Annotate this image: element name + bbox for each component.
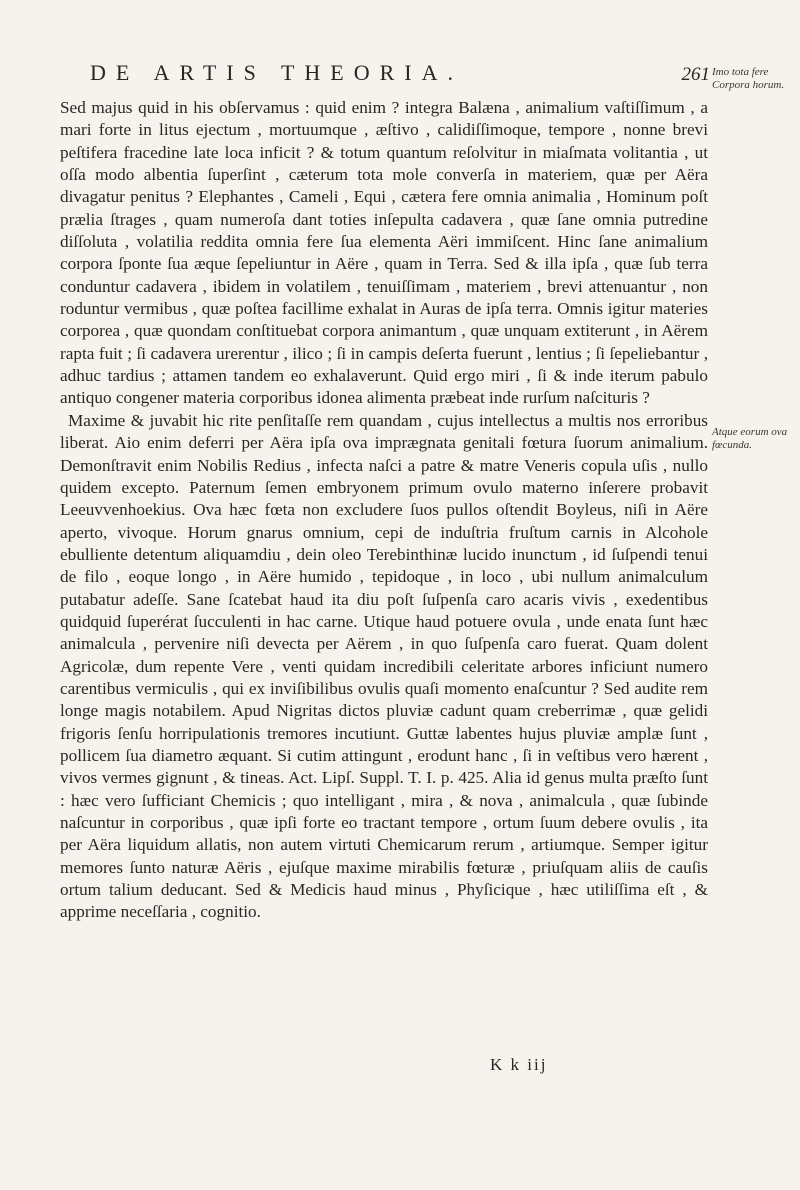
paragraph: Sed majus quid in his obſervamus : quid enim ? integra Balæna , animalium vaſtiſſimum , a mari forte in litus ejectum , mortuumque , æſtivo , calidiſſimoque, tempore , nonne brevi peſtifera fracedine late loca inficit ? & totum quantum reſolvitur in miaſmata volitantia , ut oſſa modo albentia ſuperſint , cæterum tota mole converſa in materiem, quæ per Aëra divagatur penitus ? Elephantes , Cameli , Equi , cætera fere omnia animalia , Hominum poſt prælia ſtrages , quam numeroſa dant toties inſepulta cadavera , quæ ſane omnia putredine diſſoluta , volatilia reddita omnia fere ſua elementa Aëri immiſcent. Hinc ſane animalium corpora ſponte ſua æque ſepeliuntur in Aëre , quam in Terra. Sed & illa ipſa , quæ ſub terra conduntur cadavera , ibidem in volatilem , tenuiſſimam , materiem , brevi attenuantur , non roduntur vermibus , quæ poſtea facillime exhalat in Auras de ipſa terra. Omnis igitur materies corporea , quæ quondam conſtituebat corpora animantum , quæ unquam extiterunt , in Aërem rapta fuit ; ſi cadavera urerentur , ilico ; ſi in campis deſerta fuerunt , lentius ; ſi ſepeliebantur , adhuc tardius ; attamen tandem eo exhalaverunt. Quid ergo miri , ſi & inde iterum pabulo antiquo congener materia corporibus idonea alimenta præbeat inde rurſum naſcituris ? <box>60 98 708 408</box>
body-text <box>60 97 708 924</box>
running-title: DE ARTIS THEORIA. <box>90 60 463 85</box>
page-header <box>90 60 710 90</box>
signature-mark: K k iij <box>490 1055 548 1074</box>
paragraph: Maxime & juvabit hic rite penſitaſſe rem quandam , cujus intellectus a multis nos erroribus liberat. Aio enim deferri per Aëra ipſa ova imprægnata genitali fœtura ſuorum animalium. Demonſtravit enim Nobilis Redius , infecta naſci a patre & matre Veneris copula uſis , nullo quidem excepto. Paternum ſemen embryonem primum ovulo materno inſerere probavit Leeuvvenhoekius. Ova hæc fœta non excludere ſuos pullos oſtendit Boyleus, niſi in Aëre aperto, vivoque. Horum gnarus omnium, cepi de induſtria fruſtum carnis in Alcohole ebulliente detentum aliquamdiu , dein oleo Terebinthinæ lucido inunctum , id ſuſpendi tenui de filo , eoque longo , in Aëre humido , tepidoque , in loco , ubi nullum animalculum putabatur adeſſe. Sane ſcatebat haud ita diu poſt ſuſpenſa caro acaris vivis , exedentibus quidquid ſuperérat ſucculenti in hac carne. Utique haud potuere ovula , unde enata ſunt hæc animalcula , pervenire niſi devecta per Aërem , in quo ſuſpenſa caro fuerat. Quam dolent Agricolæ, dum repente Vere , venti quidam incredibili celeritate arbores inficiunt numero carentibus vermiculis , qui ex inviſibilibus ovulis quaſi momento enaſcuntur ? Sed audite rem longe magis notabilem. Apud Nigritas dictos pluviæ cadunt quam creberrimæ , quæ gelidi frigoris ſenſu horripulationis tremores incutiunt. Guttæ labentes hujus pluviæ amplæ ſunt , pollicem ſua diametro æquant. Si cutim attingunt , erodunt hanc , ſi in veſtibus vero hærent , vivos vermes gignunt , & tineas. Act. Lipſ. Suppl. T. I. p. 425. Alia id genus multa præſto ſunt : hæc vero ſufficiant Chemicis ; quo intelligant , mira , & nova , animalcula , quæ ſubinde naſcuntur in corporibus , quæ ipſi forte eo tractant tempore , ortum ſuum debere ovulis , ita per Aëra liquidum allatis, non autem virtuti Chemicarum rerum , artiumque. Semper igitur memores ſunto naturæ Aëris , ejuſque maxime mirabilis fœturæ , priuſquam aliis de cauſis ortum talium deducant. Sed & Medicis haud minus , Phyſicique , hæc utiliſſima eſt , & apprime neceſſaria , cognitio. <box>60 410 708 922</box>
margin-note: Imo tota fere Corpora horum. <box>712 66 785 91</box>
margin-note: Atque eorum ova fœcunda. <box>712 426 788 451</box>
page-number: 261 <box>681 64 710 85</box>
